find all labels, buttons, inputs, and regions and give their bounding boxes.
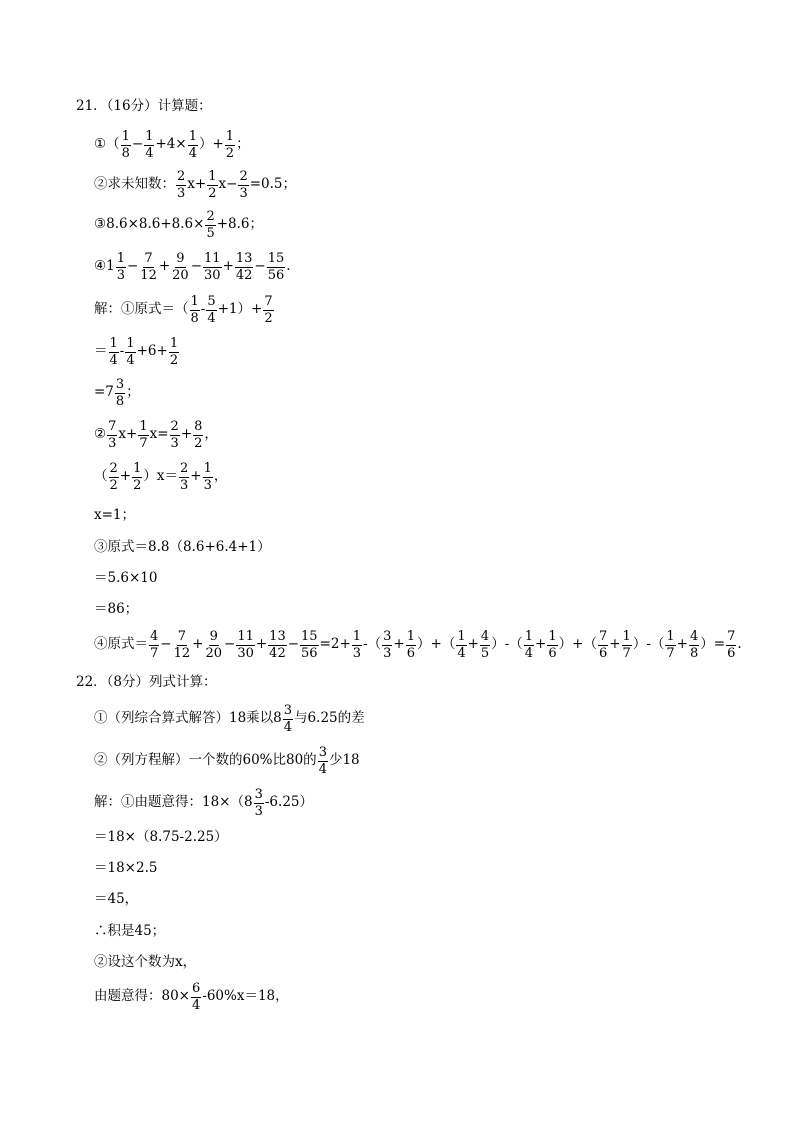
fraction-numerator: 9 xyxy=(176,251,185,266)
fraction-denominator: 4 xyxy=(188,145,197,161)
fraction-numerator: 6 xyxy=(192,981,201,996)
text-segment: =7 xyxy=(94,384,114,401)
text-segment: ）+（ xyxy=(558,636,597,653)
fraction-numerator: 13 xyxy=(235,251,253,266)
text-segment: ）+ xyxy=(198,136,224,153)
fraction-denominator: 4 xyxy=(283,719,293,735)
fraction xyxy=(170,420,180,450)
fraction-numerator: 4 xyxy=(689,629,699,644)
fraction-numerator: 3 xyxy=(254,787,263,802)
line-sol22-1b xyxy=(94,831,228,845)
text-segment: x=1； xyxy=(94,507,136,523)
fraction-numerator: 7 xyxy=(144,251,153,266)
text-segment: x= xyxy=(149,426,169,443)
fraction-denominator: 4 xyxy=(207,310,216,326)
fraction-denominator: 3 xyxy=(203,477,212,493)
text-segment: ∴积是45； xyxy=(94,923,166,939)
line-q22-item1 xyxy=(94,704,365,734)
line-sol22-2b xyxy=(94,982,289,1012)
text-segment: ）-（ xyxy=(632,636,665,653)
fraction-numerator: 1 xyxy=(126,336,135,351)
fraction xyxy=(193,420,203,450)
text-segment: 22．（8分）列式计算： xyxy=(76,674,217,690)
fraction-numerator: 1 xyxy=(406,629,416,644)
line-sol22-1d xyxy=(94,893,138,907)
fraction-numerator: 2 xyxy=(239,169,248,184)
fraction-denominator: 5 xyxy=(480,645,490,661)
line-sol21-2c xyxy=(94,509,135,523)
text-segment: + xyxy=(222,258,234,275)
fraction xyxy=(203,252,222,282)
fraction-denominator: 2 xyxy=(208,185,217,201)
text-segment: + xyxy=(190,468,202,485)
fraction xyxy=(109,462,119,492)
fraction xyxy=(173,630,192,660)
fraction-numerator: 9 xyxy=(209,629,218,644)
fraction xyxy=(169,337,179,367)
fraction-numerator: 2 xyxy=(180,461,189,476)
line-sol22-1a xyxy=(94,788,313,818)
text-segment: ④1 xyxy=(94,258,115,275)
fraction xyxy=(107,420,117,450)
fraction-denominator: 20 xyxy=(205,645,222,661)
text-segment: − xyxy=(224,636,236,653)
text-segment: − xyxy=(190,258,203,275)
text-segment: . xyxy=(286,258,291,275)
text-segment: 与6.25的差 xyxy=(294,710,365,727)
line-sol21-3c xyxy=(94,603,138,617)
fraction-denominator: 3 xyxy=(116,267,125,283)
fraction xyxy=(188,130,198,160)
fraction-numerator: 15 xyxy=(267,251,285,266)
fraction-denominator: 3 xyxy=(383,645,392,661)
fraction-denominator: 7 xyxy=(666,645,675,661)
fraction-denominator: 3 xyxy=(180,477,189,493)
fraction-numerator: 1 xyxy=(524,629,534,644)
fraction-numerator: 2 xyxy=(177,169,186,184)
text-segment: 解：①由题意得：18×（8 xyxy=(94,794,253,811)
fraction-denominator: 4 xyxy=(318,761,327,777)
fraction-numerator: 1 xyxy=(121,129,130,144)
text-segment: ）= xyxy=(700,636,726,653)
fraction-denominator: 4 xyxy=(109,352,118,368)
fraction-numerator: 1 xyxy=(457,629,466,644)
fraction-numerator: 1 xyxy=(109,336,118,351)
fraction xyxy=(406,630,416,660)
fraction-denominator: 12 xyxy=(140,267,157,283)
fraction-denominator: 42 xyxy=(269,645,286,661)
text-segment: + xyxy=(535,636,547,653)
fraction xyxy=(225,130,235,160)
fraction-numerator: 3 xyxy=(115,377,125,392)
text-segment: ， xyxy=(213,468,228,485)
text-segment: ； xyxy=(126,384,140,401)
fraction xyxy=(268,630,287,660)
text-segment: ＝ xyxy=(94,343,108,360)
fraction-numerator: 1 xyxy=(548,629,557,644)
fraction-denominator: 30 xyxy=(204,267,221,283)
fraction-numerator: 7 xyxy=(264,294,273,309)
fraction-numerator: 5 xyxy=(207,294,216,309)
line-q22-item2 xyxy=(94,746,360,776)
fraction xyxy=(263,295,273,325)
line-sol21-1a xyxy=(94,295,275,325)
text-segment: x+ xyxy=(118,426,138,443)
fraction xyxy=(547,630,557,660)
text-segment: ）x＝ xyxy=(143,468,178,485)
fraction-denominator: 2 xyxy=(109,477,118,493)
text-segment: 21．（16分）计算题： xyxy=(76,98,212,114)
fraction-numerator: 1 xyxy=(169,336,179,351)
text-segment: 解：①原式＝（ xyxy=(94,301,189,318)
text-segment: ④原式＝ xyxy=(94,636,148,653)
fraction xyxy=(176,170,186,200)
fraction xyxy=(125,337,135,367)
fraction xyxy=(132,462,142,492)
fraction-numerator: 7 xyxy=(727,629,736,644)
line-sol22-2a xyxy=(94,956,196,970)
fraction-denominator: 7 xyxy=(139,435,148,451)
fraction-denominator: 2 xyxy=(225,145,235,161)
fraction-denominator: 3 xyxy=(170,435,179,451)
line-q22-header xyxy=(76,676,217,690)
fraction xyxy=(236,630,255,660)
fraction-denominator: 6 xyxy=(598,645,608,661)
fraction xyxy=(109,337,119,367)
text-segment: ①（列综合算式解答）18乘以8 xyxy=(94,710,282,727)
fraction xyxy=(179,462,189,492)
fraction-numerator: 1 xyxy=(622,629,631,644)
line-sol21-1c xyxy=(94,378,140,408)
fraction-denominator: 8 xyxy=(689,645,699,661)
fraction-numerator: 1 xyxy=(666,629,675,644)
fraction xyxy=(171,252,190,282)
text-segment: -（ xyxy=(363,636,382,653)
text-segment: + xyxy=(119,468,132,485)
fraction xyxy=(689,630,699,660)
fraction xyxy=(318,746,328,776)
fraction xyxy=(191,982,201,1012)
fraction-denominator: 7 xyxy=(150,645,159,661)
line-q21-item1 xyxy=(94,130,250,160)
fraction-numerator: 1 xyxy=(188,129,197,144)
fraction xyxy=(235,252,254,282)
fraction xyxy=(524,630,534,660)
fraction-denominator: 4 xyxy=(126,352,135,368)
fraction-numerator: 2 xyxy=(170,419,179,434)
fraction-numerator: 2 xyxy=(206,209,215,224)
fraction xyxy=(204,630,223,660)
fraction-denominator: 5 xyxy=(206,225,215,241)
text-segment: ② xyxy=(94,426,107,443)
fraction-numerator: 4 xyxy=(480,629,490,644)
fraction-denominator: 4 xyxy=(524,645,534,661)
fraction xyxy=(456,630,466,660)
fraction-denominator: 6 xyxy=(727,645,736,661)
fraction xyxy=(726,630,736,660)
fraction-numerator: 1 xyxy=(116,251,125,266)
fraction-denominator: 3 xyxy=(352,645,362,661)
fraction-denominator: 3 xyxy=(177,185,186,201)
fraction xyxy=(207,170,217,200)
fraction-denominator: 6 xyxy=(548,645,557,661)
fraction-numerator: 1 xyxy=(203,461,212,476)
text-segment: =0.5； xyxy=(249,176,296,193)
fraction-numerator: 7 xyxy=(598,629,608,644)
fraction-numerator: 8 xyxy=(194,419,203,434)
text-segment: ， xyxy=(204,426,218,443)
text-segment: + xyxy=(180,426,193,443)
text-segment: − xyxy=(126,258,139,275)
fraction-numerator: 13 xyxy=(269,629,286,644)
fraction-numerator: 11 xyxy=(237,629,254,644)
fraction xyxy=(622,630,632,660)
text-segment: + xyxy=(467,636,479,653)
fraction xyxy=(144,130,154,160)
text-segment: ③原式＝8.8（8.6+6.4+1） xyxy=(94,539,271,555)
fraction-denominator: 2 xyxy=(264,310,273,326)
text-segment: -60%x＝18， xyxy=(202,988,289,1005)
fraction-denominator: 6 xyxy=(406,645,416,661)
fraction xyxy=(203,462,213,492)
line-sol21-2b xyxy=(94,462,227,492)
text-segment: ＝18×（8.75-2.25） xyxy=(94,829,228,845)
fraction-denominator: 8 xyxy=(121,145,130,161)
text-segment: − xyxy=(131,136,144,153)
fraction-denominator: 3 xyxy=(239,185,248,201)
fraction-numerator: 1 xyxy=(133,461,142,476)
fraction-numerator: 3 xyxy=(283,703,293,718)
text-segment: + xyxy=(255,636,268,653)
fraction xyxy=(254,788,264,818)
fraction xyxy=(190,295,200,325)
fraction xyxy=(115,378,125,408)
text-segment: -6.25） xyxy=(264,794,313,811)
fraction-denominator: 12 xyxy=(173,645,191,661)
fraction-numerator: 7 xyxy=(108,419,117,434)
line-sol22-1e xyxy=(94,925,165,939)
line-sol21-1b xyxy=(94,337,180,367)
fraction-denominator: 8 xyxy=(115,393,125,409)
text-segment: ①（ xyxy=(94,136,120,153)
text-segment: ＝18×2.5 xyxy=(94,860,158,876)
line-sol21-4 xyxy=(94,630,742,660)
fraction xyxy=(598,630,608,660)
text-segment: ＝86； xyxy=(94,601,139,617)
text-segment: ＝5.6×10 xyxy=(94,570,158,586)
fraction-numerator: 11 xyxy=(204,251,221,266)
line-q21-header xyxy=(76,100,212,114)
fraction-numerator: 3 xyxy=(383,629,392,644)
line-q21-item4 xyxy=(94,252,291,282)
fraction-denominator: 7 xyxy=(622,645,631,661)
fraction-numerator: 15 xyxy=(301,629,318,644)
text-segment: + xyxy=(192,636,204,653)
text-segment: − xyxy=(254,258,266,275)
fraction-denominator: 4 xyxy=(192,997,201,1013)
line-q21-item2 xyxy=(94,170,296,200)
fraction-denominator: 2 xyxy=(194,435,203,451)
text-segment: + xyxy=(393,636,405,653)
fraction-numerator: 1 xyxy=(208,169,217,184)
fraction-numerator: 1 xyxy=(145,129,154,144)
text-segment: + xyxy=(676,636,688,653)
text-segment: . xyxy=(737,636,742,653)
text-segment: − xyxy=(160,636,172,653)
fraction-denominator: 3 xyxy=(254,803,263,819)
fraction-denominator: 42 xyxy=(235,267,253,283)
fraction-denominator: 3 xyxy=(108,435,117,451)
fraction xyxy=(300,630,319,660)
fraction-denominator: 2 xyxy=(169,352,179,368)
fraction xyxy=(149,630,159,660)
fraction-numerator: 3 xyxy=(318,745,327,760)
fraction xyxy=(139,252,158,282)
text-segment: − xyxy=(287,636,300,653)
fraction xyxy=(238,170,248,200)
text-segment: ； xyxy=(236,136,250,153)
fraction-numerator: 1 xyxy=(225,129,235,144)
text-segment: - xyxy=(119,343,125,360)
text-segment: ②求未知数： xyxy=(94,176,175,193)
text-segment: +8.6； xyxy=(216,216,264,233)
fraction-denominator: 20 xyxy=(172,267,189,283)
fraction xyxy=(480,630,490,660)
text-segment: - xyxy=(200,301,206,318)
fraction-denominator: 4 xyxy=(145,145,154,161)
fraction xyxy=(382,630,392,660)
fraction-denominator: 8 xyxy=(190,310,199,326)
fraction xyxy=(267,252,286,282)
fraction xyxy=(352,630,362,660)
text-segment: ③8.6×8.6+8.6× xyxy=(94,216,205,233)
fraction xyxy=(121,130,131,160)
fraction xyxy=(206,295,216,325)
text-segment: ）+（ xyxy=(417,636,456,653)
text-segment: ）-（ xyxy=(491,636,523,653)
fraction xyxy=(283,704,293,734)
fraction-denominator: 30 xyxy=(237,645,254,661)
text-segment: +4× xyxy=(155,136,187,153)
text-segment: 少18 xyxy=(328,752,360,769)
text-segment: x− xyxy=(218,176,238,193)
fraction-numerator: 2 xyxy=(109,461,118,476)
fraction-denominator: 56 xyxy=(301,645,318,661)
line-sol21-3b xyxy=(94,572,157,586)
text-segment: +1）+ xyxy=(217,301,263,318)
fraction xyxy=(205,210,215,240)
line-sol21-2a xyxy=(94,420,218,450)
text-segment: ＝45， xyxy=(94,891,139,907)
text-segment: =2+ xyxy=(319,636,351,653)
text-segment: x+ xyxy=(187,176,207,193)
fraction-numerator: 1 xyxy=(190,294,199,309)
fraction-denominator: 4 xyxy=(457,645,466,661)
fraction-numerator: 7 xyxy=(177,629,186,644)
fraction-denominator: 2 xyxy=(133,477,142,493)
fraction xyxy=(138,420,148,450)
text-segment: 由题意得：80× xyxy=(94,988,190,1005)
fraction xyxy=(116,252,126,282)
fraction-denominator: 56 xyxy=(267,267,285,283)
fraction xyxy=(665,630,675,660)
text-segment: +6+ xyxy=(136,343,168,360)
fraction-numerator: 1 xyxy=(139,419,148,434)
line-sol21-3a xyxy=(94,541,271,555)
text-segment: （ xyxy=(94,468,108,485)
text-segment: ②设这个数为x， xyxy=(94,954,197,970)
fraction-numerator: 1 xyxy=(352,629,362,644)
text-segment: ②（列方程解）一个数的60%比80的 xyxy=(94,752,317,769)
text-segment: + xyxy=(609,636,621,653)
line-sol22-1c xyxy=(94,862,157,876)
text-segment: + xyxy=(158,258,171,275)
fraction-numerator: 4 xyxy=(150,629,159,644)
line-q21-item3 xyxy=(94,210,263,240)
